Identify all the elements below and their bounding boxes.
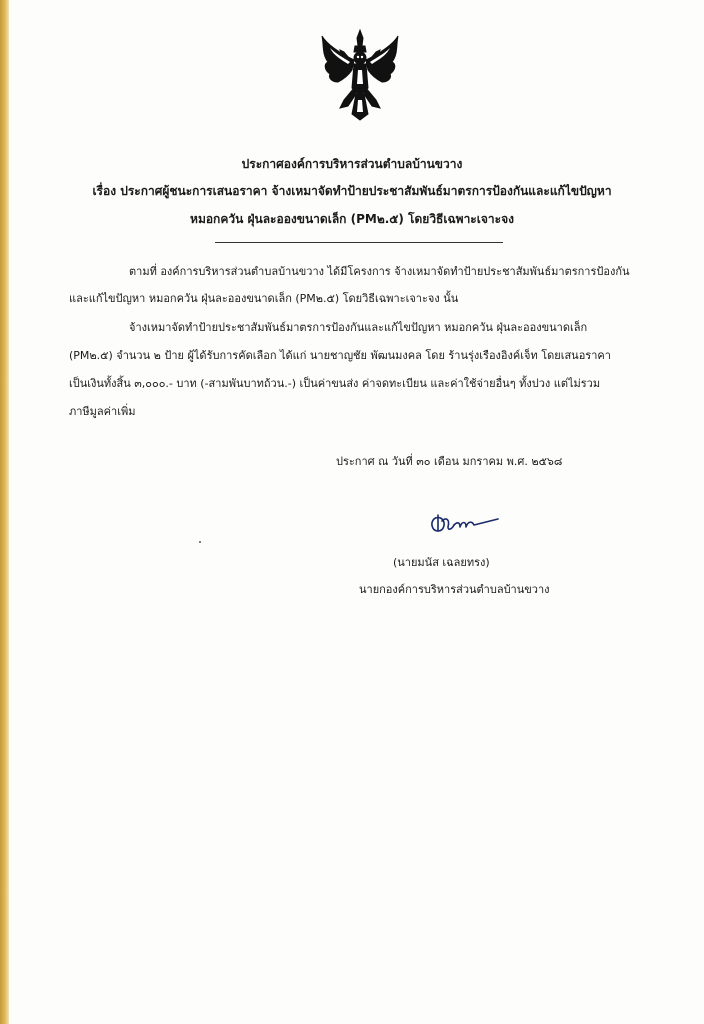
- paragraph-2-line-4: ภาษีมูลค่าเพิ่ม: [69, 405, 136, 418]
- paragraph-2-line-2: (PM๒.๕) จำนวน ๒ ป้าย ผู้ได้รับการคัดเลือก ได้แก่ นายชาญชัย พัฒนมงคล โดย ร้านรุ่งเรืองอิงค์เจ็ท โดยเสนอราคา: [69, 349, 611, 362]
- paragraph-1-line-1: ตามที่ องค์การบริหารส่วนตำบลบ้านขวาง ได้มีโครงการ จ้างเหมาจัดทำป้ายประชาสัมพันธ์มาตรการป้องกัน: [129, 265, 630, 278]
- announcement-date: ประกาศ ณ วันที่ ๓๐ เดือน มกราคม พ.ศ. ๒๕๖๘: [336, 455, 563, 468]
- ink-speck: [199, 541, 201, 543]
- document-title: ประกาศองค์การบริหารส่วนตำบลบ้านขวาง: [241, 157, 463, 171]
- paragraph-2-line-1: จ้างเหมาจัดทำป้ายประชาสัมพันธ์มาตรการป้องกันและแก้ไขปัญหา หมอกควัน ฝุ่นละอองขนาดเล็ก: [129, 321, 588, 334]
- handwritten-signature: [428, 509, 502, 539]
- document-subject: เรื่อง ประกาศผู้ชนะการเสนอราคา จ้างเหมาจัดทำป้ายประชาสัมพันธ์มาตรการป้องกันและแก้ไขปัญหา: [92, 184, 612, 198]
- garuda-emblem-icon: [318, 28, 402, 122]
- header-divider: [215, 242, 503, 243]
- paragraph-1-line-2: และแก้ไขปัญหา หมอกควัน ฝุ่นละอองขนาดเล็ก (PM๒.๕) โดยวิธีเฉพาะเจาะจง นั้น: [69, 292, 459, 305]
- page-edge-shadow: [0, 0, 9, 1024]
- signer-title: นายกองค์การบริหารส่วนตำบลบ้านขวาง: [359, 583, 550, 596]
- paragraph-2-line-3: เป็นเงินทั้งสิ้น ๓,๐๐๐.- บาท (-สามพันบาทถ้วน.-) เป็นค่าขนส่ง ค่าจดทะเบียน และค่าใช้จ่ายอื่นๆ ทั้งปวง แต่ไม่รวม: [69, 377, 601, 390]
- document-subject-continued: หมอกควัน ฝุ่นละอองขนาดเล็ก (PM๒.๕) โดยวิธีเฉพาะเจาะจง: [190, 212, 514, 226]
- signer-name: (นายมนัส เฉลยทรง): [393, 556, 490, 569]
